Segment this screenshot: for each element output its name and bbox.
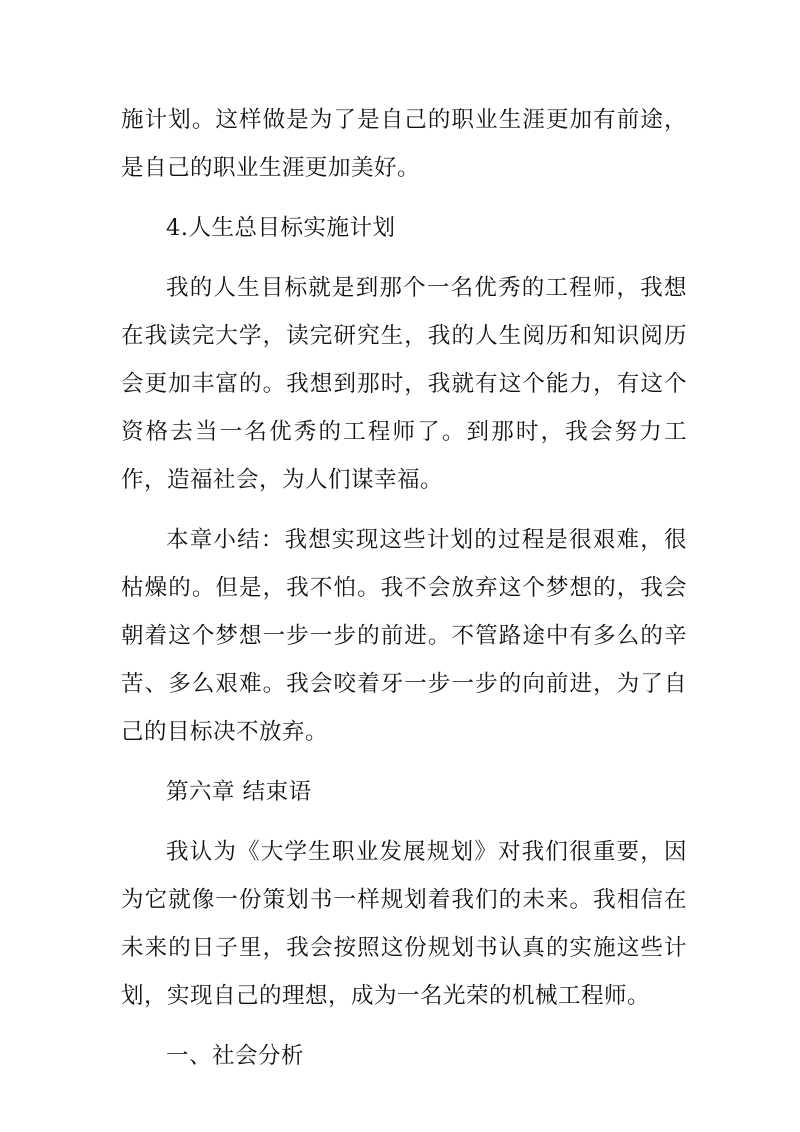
document-page bbox=[121, 96, 687, 1080]
paragraph-chapter-summary: 本章小结：我想实现这些计划的过程是很艰难，很枯燥的。但是，我不怕。我不会放弃这个梦想的，我会朝着这个梦想一步一步的前进。不管路途中有多么的辛苦、多么艰难。我会咬着牙一步一步的向前进，为了自己的目标决不放弃。 bbox=[121, 527, 687, 745]
chapter-heading-conclusion: 第六章 结束语 bbox=[166, 779, 312, 805]
spacer bbox=[121, 816, 687, 828]
paragraph-life-goal: 我的人生目标就是到那个一名优秀的工程师，我想在我读完大学，读完研究生，我的人生阅历和知识阅历会更加丰富的。我想到那时，我就有这个能力，有这个资格去当一名优秀的工程师了。到那时，我会努力工作，造福社会，为人们谋幸福。 bbox=[121, 275, 687, 493]
paragraph-conclusion: 我认为《大学生职业发展规划》对我们很重要，因为它就像一份策划书一样规划着我们的未来。我相信在未来的日子里，我会按照这份规划书认真的实施这些计划，实现自己的理想，成为一名光荣的机械工程师。 bbox=[121, 839, 687, 1009]
spacer bbox=[121, 192, 687, 204]
spacer bbox=[121, 252, 687, 264]
spacer bbox=[121, 1020, 687, 1032]
section-heading-social-analysis: 一、社会分析 bbox=[166, 1043, 305, 1069]
section-heading-life-goal: 4.人生总目标实施计划 bbox=[166, 215, 396, 241]
spacer bbox=[121, 504, 687, 516]
paragraph-continuation: 施计划。这样做是为了是自己的职业生涯更加有前途，是自己的职业生涯更加美好。 bbox=[121, 107, 687, 181]
spacer bbox=[121, 756, 687, 768]
